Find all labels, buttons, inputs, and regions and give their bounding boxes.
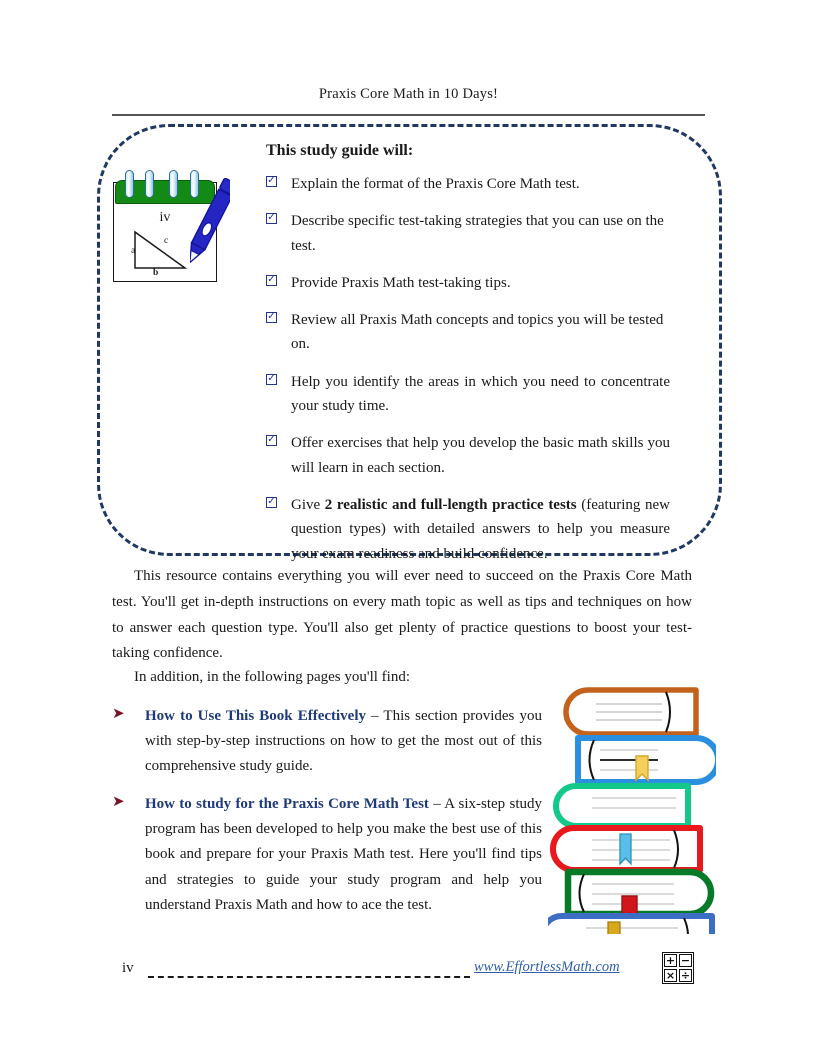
section-row [112, 704, 542, 780]
section-body: – A six-step study program has been developed to help you make the best use of this book and prepare for your Praxis Math test. Here you'll find tips and strategies to guide your study program and help you understand Praxis Math and how to ace the test. [145, 796, 542, 913]
checklist-item-label: Give [291, 496, 325, 513]
checklist-item-label: Explain the format of the Praxis Core Math test. [291, 176, 580, 192]
checklist [266, 172, 670, 579]
notepad-page-label: iv [159, 210, 171, 225]
checked-checkbox-icon [266, 312, 277, 323]
checked-checkbox-icon [266, 275, 277, 286]
checklist-item-label: Review all Praxis Math concepts and topics you will be tested on. [291, 312, 664, 353]
page-header-title: Praxis Core Math in 10 Days! [318, 86, 499, 102]
book-teal [556, 786, 688, 826]
notepad-ring-icon [169, 170, 178, 198]
notepad-ring-icon [145, 170, 154, 198]
body-paragraph-1: This resource contains everything you will ever need to succeed on the Praxis Core Math test. You'll get in-depth instructions on every math topic as well as tips and techniques on how to answer each question type. You'll also get plenty of practice questions to boost your test-taking confidence. [112, 568, 692, 662]
section-link-block [112, 792, 542, 918]
body-paragraph-2: In addition, in the following pages you'll find: [134, 669, 410, 685]
checklist-item [266, 172, 670, 196]
book-stack-illustration [548, 682, 716, 934]
checklist-item [266, 308, 670, 357]
checklist-item-label: Describe specific test-taking strategies that you can use on the test. [291, 213, 664, 254]
checked-checkbox-icon [266, 497, 277, 508]
checked-checkbox-icon [266, 435, 277, 446]
triangle-label-c: c [164, 236, 169, 246]
arrow-bullet-icon: ➤ [112, 704, 125, 722]
checked-checkbox-icon [266, 176, 277, 187]
pencil-icon [190, 172, 230, 272]
book-blue-upper [578, 738, 716, 782]
arrow-bullet-icon: ➤ [112, 792, 125, 810]
checklist-title: This study guide will: [266, 142, 414, 159]
header-rule [112, 114, 705, 116]
triangle-label-a: a [131, 246, 136, 256]
logo-multiply-icon: × [665, 969, 676, 982]
checklist-item [266, 271, 670, 295]
checklist-item [266, 493, 670, 566]
footer-page-number: iv [122, 960, 134, 976]
footer-dashed-rule [148, 976, 470, 978]
notepad-ring-icon [125, 170, 134, 198]
checklist-item [266, 370, 670, 419]
book-brown [566, 690, 696, 734]
footer-website-link[interactable]: www.EffortlessMath.com [474, 959, 620, 975]
checklist-item [266, 431, 670, 480]
section-body: – This section provides you with step-by-step instructions on how to get the most out of this comprehensive study guide. [145, 708, 542, 775]
triangle-label-b: b [153, 268, 159, 278]
logo-plus-icon: + [665, 954, 676, 967]
checklist-item-label-tail: (featuring new question types) with detailed answers to help you measure your exam readiness and build confidence. [291, 496, 670, 562]
section-heading[interactable]: How to study for the Praxis Core Math Test [145, 796, 429, 812]
logo-minus-icon: − [680, 954, 691, 967]
book-red [553, 828, 700, 870]
checklist-item-label: Provide Praxis Math test-taking tips. [291, 274, 511, 291]
book-blue-lower [548, 916, 712, 934]
checked-checkbox-icon [266, 374, 277, 385]
section-link-block [112, 704, 542, 780]
checklist-item-emphasis: 2 realistic and full-length practice tests [324, 496, 577, 513]
effortless-math-logo-icon[interactable] [662, 952, 694, 984]
checklist-item-label: Offer exercises that help you develop the basic math skills you will learn in each section. [291, 435, 670, 476]
checked-checkbox-icon [266, 213, 277, 224]
checklist-item [266, 209, 670, 258]
section-heading[interactable]: How to Use This Book Effectively [145, 708, 366, 724]
section-row [112, 792, 542, 918]
checklist-item-label: Help you identify the areas in which you need to concentrate your study time. [291, 373, 670, 415]
logo-divide-icon: ÷ [680, 969, 691, 982]
